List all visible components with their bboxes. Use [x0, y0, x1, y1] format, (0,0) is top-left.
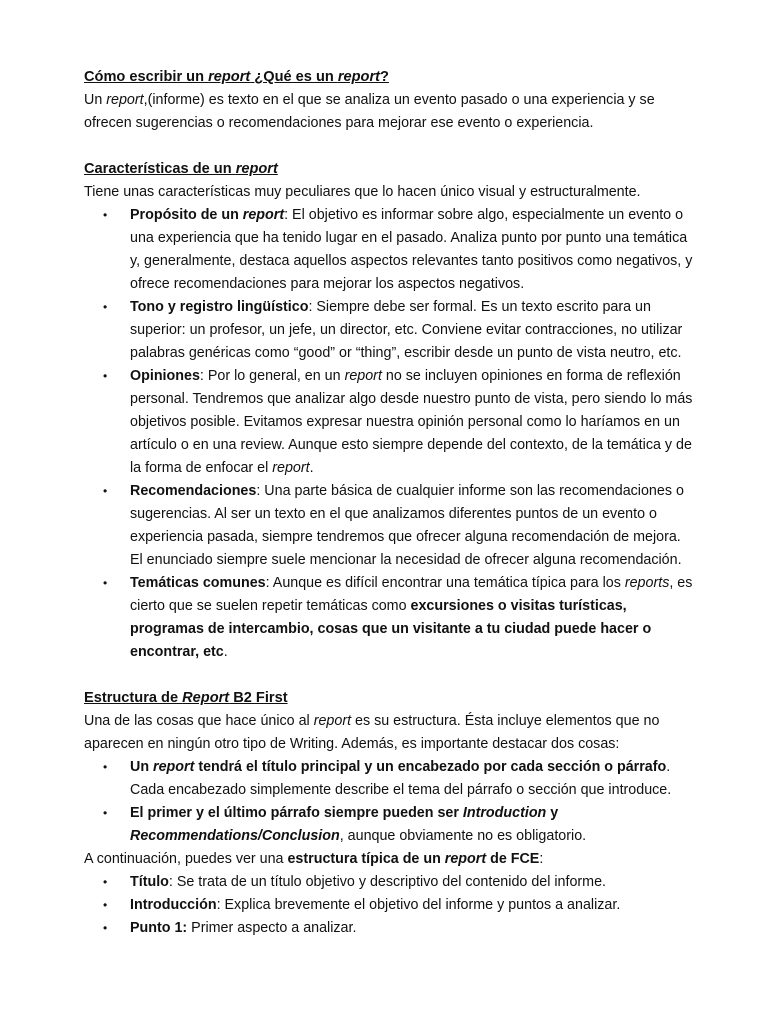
document-page [84, 66, 696, 940]
spacer [84, 135, 696, 158]
bullet-icon: • [103, 484, 108, 498]
bullet-icon: • [103, 576, 108, 590]
list-item: • Título: Se trata de un título objetivo y descriptivo del contenido del informe. [84, 871, 696, 894]
title-text: Cómo escribir un [84, 69, 209, 85]
document-title [84, 66, 696, 89]
title-text: ? [380, 69, 389, 85]
characteristics-lead: Tiene unas características muy peculiares que lo hacen único visual y estructuralmente. [84, 184, 641, 200]
characteristics-list [84, 204, 696, 664]
list-item: • Propósito de un report: El objetivo es informar sobre algo, especialmente un evento o una experiencia que ha tenido lugar en el pasado. Analiza punto por punto una temática y, generalmente, destaca aquellos aspectos relevantes tanto positivos como negativos, y ofrece recomendaciones para mejorar los aspectos negativos. [84, 204, 696, 296]
list-item: • Temáticas comunes: Aunque es difícil encontrar una temática típica para los reports, es cierto que se suelen repetir temáticas como excursiones o visitas turísticas, programas de intercambio, cosas que un visitante a tu ciudad puede hacer o encontrar, etc. [84, 572, 696, 664]
list-item: • Recomendaciones: Una parte básica de cualquier informe son las recomendaciones o sugerencias. Al ser un texto en el que analizamos diferentes puntos de un evento o experiencia pasada, siempre tendremos que ofrecer alguna recomendación de mejora. El enunciado siempre suele mencionar la necesidad de ofrecer alguna recomendación. [84, 480, 696, 572]
bullet-icon: • [103, 300, 108, 314]
structure-followup: A continuación, puedes ver una estructura típica de un report de FCE: [84, 851, 544, 867]
bullet-icon: • [103, 898, 108, 912]
intro-paragraph: Un report,(informe) es texto en el que se analiza un evento pasado o una experiencia y se ofrecen sugerencias o recomendaciones para mejorar ese evento o experiencia. [84, 92, 655, 131]
bullet-icon: • [103, 875, 108, 889]
bullet-icon: • [103, 806, 108, 820]
list-item: • Punto 1: Primer aspecto a analizar. [84, 917, 696, 940]
title-emphasis: report [208, 69, 251, 85]
bullet-icon: • [103, 921, 108, 935]
bullet-icon: • [103, 208, 108, 222]
list-item: • Introducción: Explica brevemente el objetivo del informe y puntos a analizar. [84, 894, 696, 917]
structure-lead: Una de las cosas que hace único al report es su estructura. Ésta incluye elementos que no aparecen en ningún otro tipo de Writing. Además, es importante destacar dos cosas: [84, 713, 660, 752]
spacer [84, 664, 696, 687]
section-heading-characteristics: Características de un report [84, 161, 278, 177]
list-item: • Tono y registro lingüístico: Siempre debe ser formal. Es un texto escrito para un superior: un profesor, un jefe, un director, etc. Conviene evitar contracciones, no utilizar palabras genéricas como “good” or “thing”, escribir desde un punto de vista neutro, etc. [84, 296, 696, 365]
list-item: • El primer y el último párrafo siempre pueden ser Introduction y Recommendations/Conclusion, aunque obviamente no es obligatorio. [84, 802, 696, 848]
title-text: ¿Qué es un [250, 69, 338, 85]
title-emphasis: report [337, 69, 380, 85]
structure-list [84, 756, 696, 848]
list-item: • Opiniones: Por lo general, en un report no se incluyen opiniones en forma de reflexión personal. Tendremos que analizar algo desde nuestro punto de vista, pero siendo lo más objetivos posible. Evitamos expresar nuestra opinión personal como lo haríamos en un artículo o en una review. Aunque esto siempre depende del contexto, de la temática y de la forma de enfocar el report. [84, 365, 696, 480]
bullet-icon: • [103, 369, 108, 383]
list-item: • Un report tendrá el título principal y un encabezado por cada sección o párrafo. Cada encabezado simplemente describe el tema del párrafo o sección que introduce. [84, 756, 696, 802]
bullet-icon: • [103, 760, 108, 774]
section-heading-structure: Estructura de Report B2 First [84, 690, 288, 706]
typical-structure-list [84, 871, 696, 940]
